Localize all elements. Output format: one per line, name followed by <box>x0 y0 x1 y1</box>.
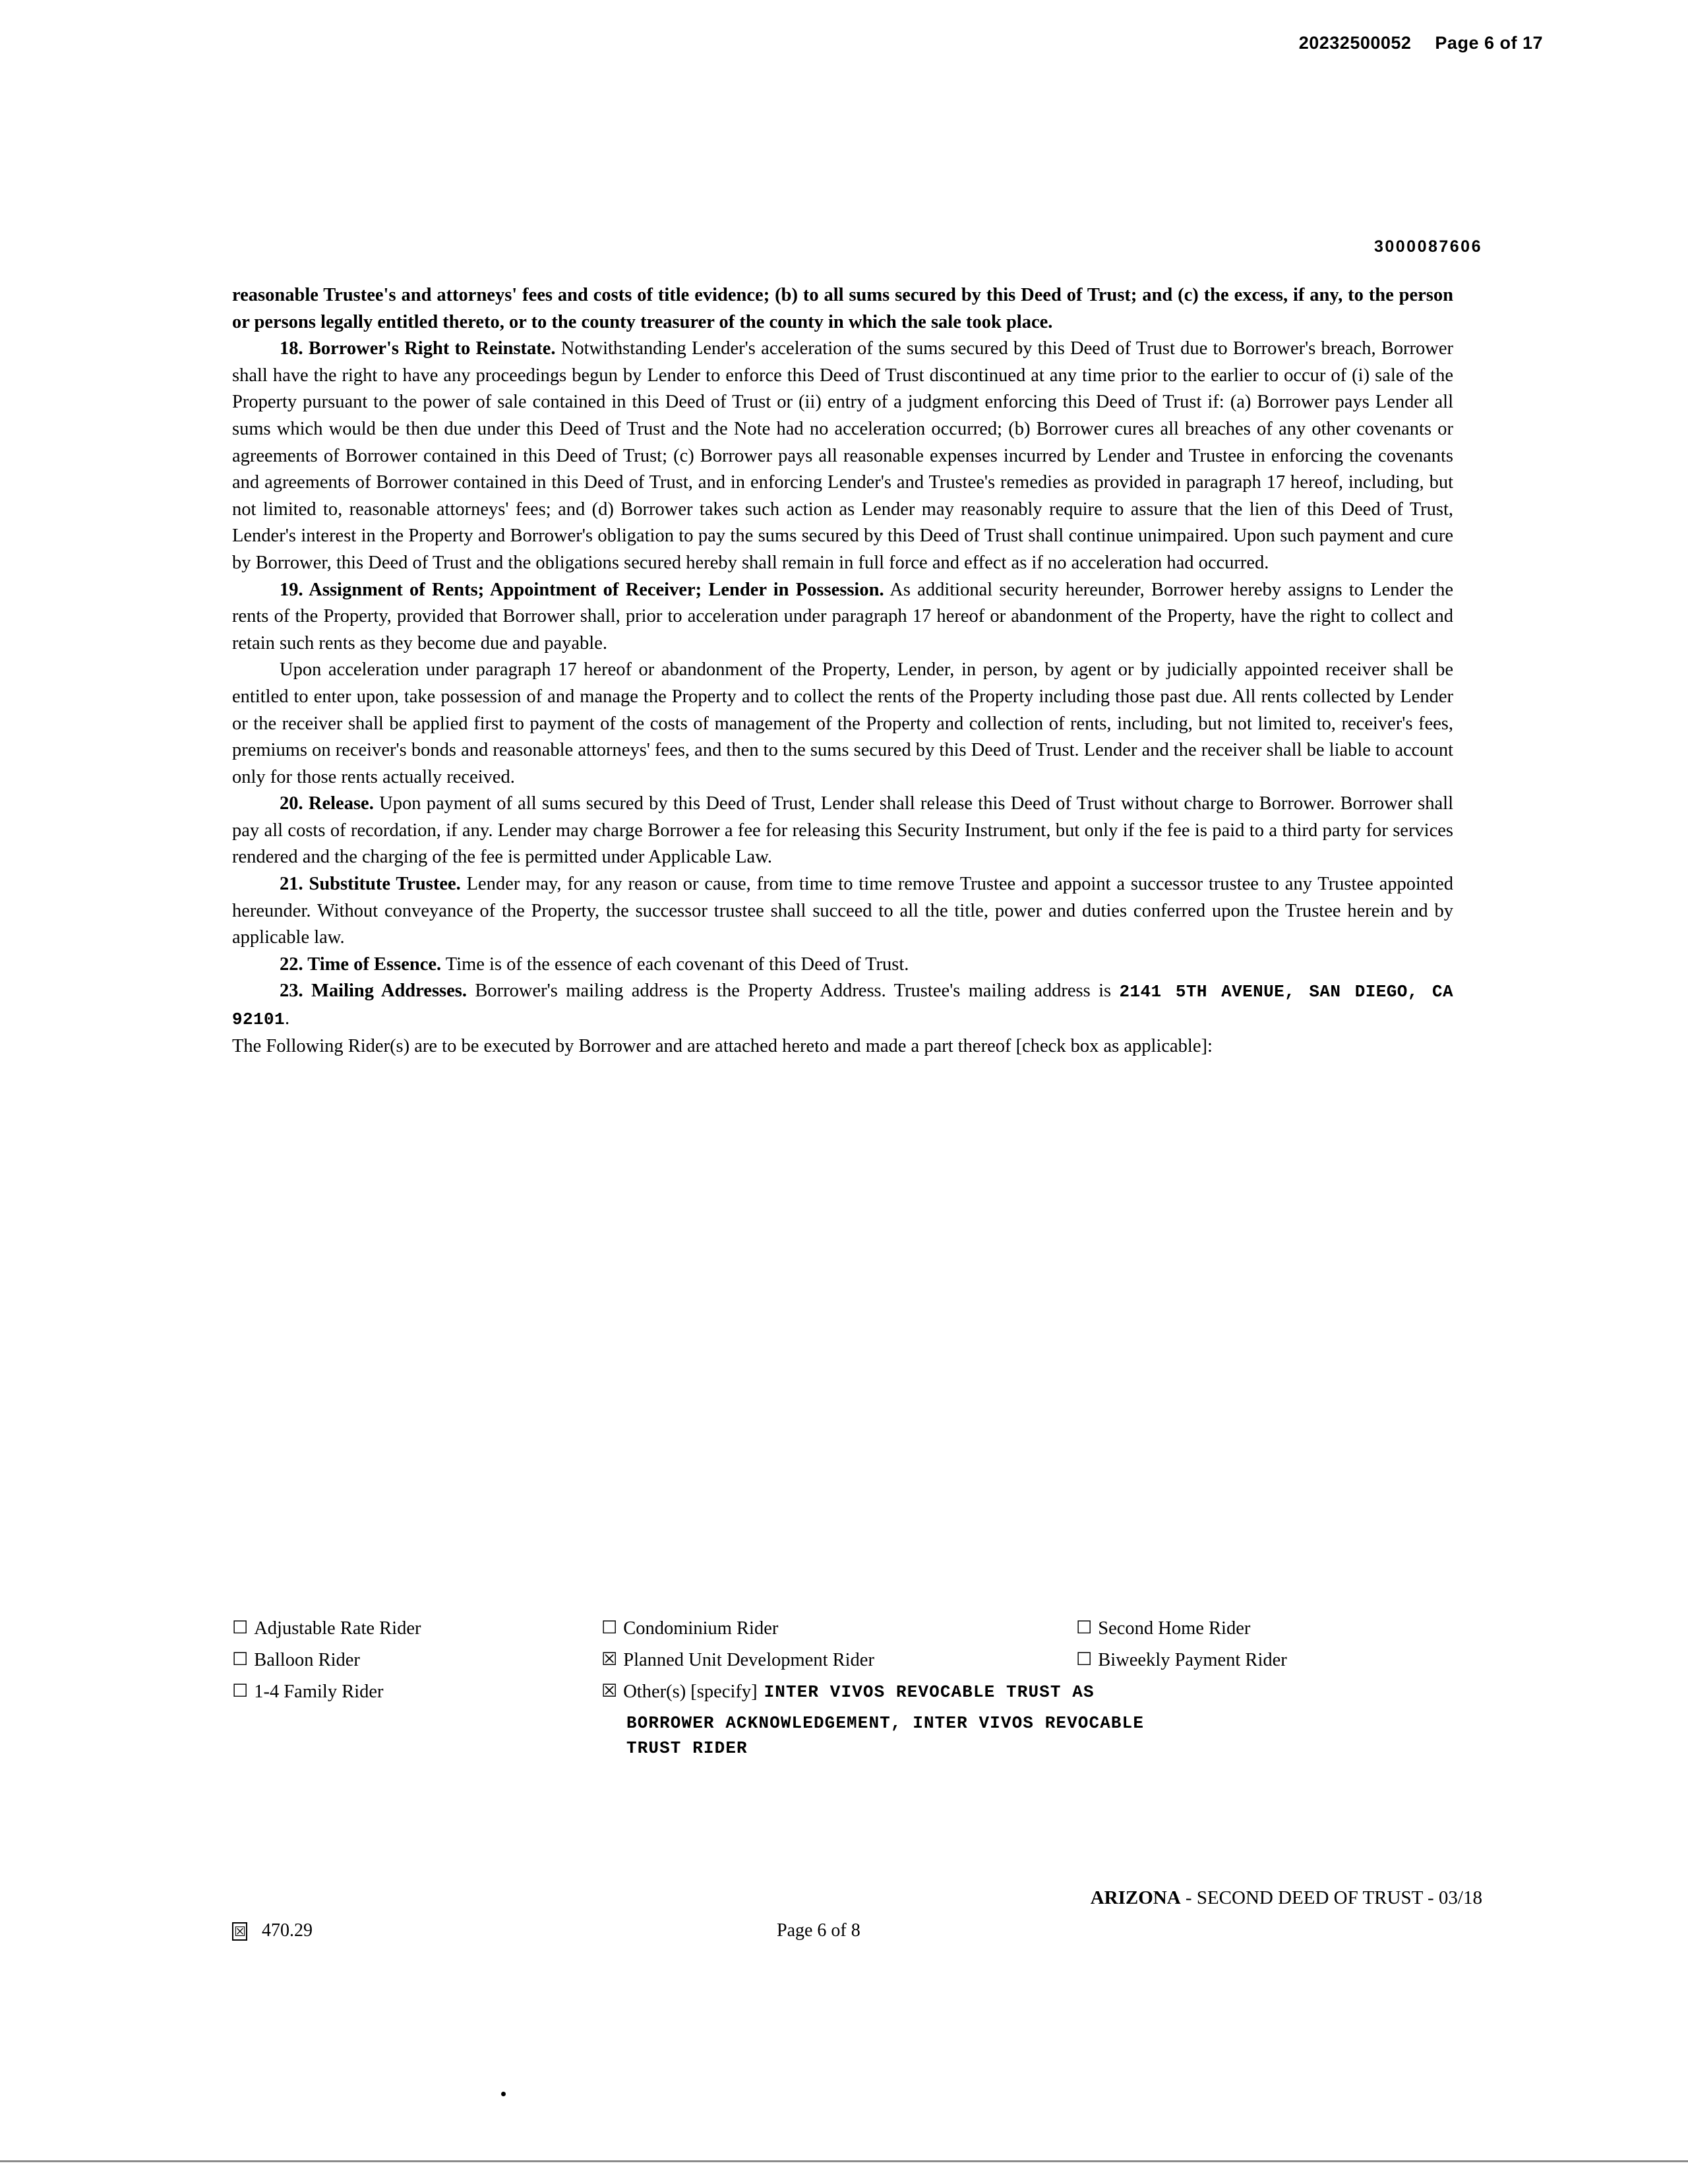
paragraph-18-body: Notwithstanding Lender's acceleration of the sums secured by this Deed of Trust due to Borrower's breach, Borrower shall have the right to have any proceedings begun by Lender to enforce this Deed of Trust discontinued at any time prior to the earlier to occur of (i) sale of the Property pursuant to the power of sale contained in this Deed of Trust or (ii) entry of a judgment enforcing this Deed of Trust if: (a) Borrower pays Lender all sums which would be then due under this Deed of Trust and the Note had no acceleration occurred; (b) Borrower cures all breaches of any other covenants or agreements of Borrower contained in this Deed of Trust; (c) Borrower pays all reasonable expenses incurred by Lender and Trustee in enforcing the covenants and agreements of Borrower contained in this Deed of Trust, and in enforcing Lender's and Trustee's remedies as provided in paragraph 17 hereof, including, but not limited to, reasonable attorneys' fees; and (d) Borrower takes such action as Lender may reasonably require to assure that the lien of this Deed of Trust, Lender's interest in the Property and Borrower's obligation to pay the sums secured by this Deed of Trust shall continue unimpaired. Upon such payment and cure by Borrower, this Deed of Trust and the obligations secured hereby shall remain in full force and effect as if no acceleration had occurred. <box>232 338 1453 573</box>
paragraph-23-body: Borrower's mailing address is the Property Address. Trustee's mailing address is <box>467 981 1120 1002</box>
rider-label: Other(s) [specify] <box>623 1682 758 1702</box>
riders-checklist <box>232 1616 1453 1761</box>
paragraph-23-end: . <box>285 1008 290 1029</box>
paragraph-continuation: reasonable Trustee's and attorneys' fees and costs of title evidence; (b) to all sums secured by this Deed of Trust; and (c) the excess, if any, to the person or persons legally entitled thereto, or to the county treasurer of the county in which the sale took place. <box>232 285 1453 332</box>
rider-balloon[interactable] <box>232 1647 601 1679</box>
checkbox-icon[interactable]: ☐ <box>1076 1618 1093 1638</box>
rider-label: Condominium Rider <box>623 1618 779 1639</box>
paragraph-19b: Upon acceleration under paragraph 17 hereof or abandonment of the Property, Lender, in person, by agent or by judicially appointed receiver shall be entitled to enter upon, take possession of and manage the Property and to collect the rents of the Property including those past due. All rents collected by Lender or the receiver shall be applied first to payment of the costs of management of the Property and collection of rents, including, but not limited to, receiver's fees, premiums on receiver's bonds and reasonable attorneys' fees, and then to the sums secured by this Deed of Trust. Lender and the receiver shall be liable to account only for those rents actually received. <box>232 659 1453 787</box>
rider-label: Biweekly Payment Rider <box>1098 1650 1287 1670</box>
rider-second-home[interactable] <box>1076 1616 1445 1647</box>
rider-adjustable-rate[interactable] <box>232 1616 601 1647</box>
paragraph-20 <box>232 791 1453 871</box>
rider-condominium[interactable] <box>601 1616 1076 1647</box>
riders-intro: The Following Rider(s) are to be executed by Borrower and are attached hereto and made a part thereof [check box as applicable]: <box>232 1035 1213 1056</box>
header-page-label: Page 6 of 17 <box>1435 33 1543 53</box>
paragraph-20-body: Upon payment of all sums secured by this Deed of Trust, Lender shall release this Deed of Trust without charge to Borrower. Borrower shall pay all costs of recordation, if any. Lender may charge Borrower a fee for releasing this Security Instrument, but only if the fee is paid to a third party for services rendered and the charging of the fee is permitted under Applicable Law. <box>232 793 1453 868</box>
loan-number: 3000087606 <box>1373 237 1482 256</box>
checkbox-icon[interactable]: ☐ <box>1076 1649 1093 1670</box>
rider-label: 1-4 Family Rider <box>254 1682 384 1702</box>
paragraph-19-body: As additional security hereunder, Borrower hereby assigns to Lender the rents of the Property, provided that Borrower shall, prior to acceleration under paragraph 17 hereof or abandonment of the Property, have the right to collect and retain such rents as they become due and payable. <box>232 579 1454 653</box>
checkbox-icon[interactable]: ☐ <box>232 1618 249 1638</box>
rider-biweekly-payment[interactable] <box>1076 1647 1445 1679</box>
checkbox-icon[interactable]: ☐ <box>232 1681 249 1701</box>
paragraph-22-body: Time is of the essence of each covenant of this Deed of Trust. <box>441 954 909 975</box>
checkbox-icon[interactable]: ☐ <box>601 1618 618 1638</box>
paragraph-21 <box>232 871 1453 952</box>
rider-other[interactable] <box>601 1679 1445 1711</box>
paragraph-19-heading: 19. Assignment of Rents; Appointment of Receiver; Lender in Possession. <box>280 579 884 600</box>
rider-planned-unit-development[interactable] <box>601 1647 1076 1679</box>
paragraph-22-heading: 22. Time of Essence. <box>280 954 442 975</box>
rider-label: Planned Unit Development Rider <box>623 1650 874 1670</box>
paragraph-20-heading: 20. Release. <box>280 793 374 814</box>
paragraph-21-heading: 21. Substitute Trustee. <box>280 874 461 895</box>
paragraph-23 <box>232 978 1453 1033</box>
form-glyph-icon: ☒ <box>232 1922 247 1941</box>
checkbox-checked-icon[interactable]: ☒ <box>601 1649 618 1670</box>
rider-label: Adjustable Rate Rider <box>254 1618 421 1639</box>
paragraph-18-heading: 18. Borrower's Right to Reinstate. <box>280 338 556 359</box>
rider-other-specify-line-2: BORROWER ACKNOWLEDGEMENT, INTER VIVOS REVOCABLE <box>626 1713 1145 1733</box>
footer-form-title <box>1091 1887 1482 1909</box>
recording-number: 20232500052 <box>1298 33 1412 53</box>
rider-label: Second Home Rider <box>1098 1618 1251 1639</box>
page-bottom-rule <box>0 2160 1688 2162</box>
page-header <box>1299 33 1543 53</box>
scan-artifact-dot <box>501 2092 506 2096</box>
form-code-value: 470.29 <box>261 1920 313 1941</box>
paragraph-18 <box>232 336 1453 576</box>
rider-other-specify-line-3: TRUST RIDER <box>626 1738 748 1758</box>
footer-state-name: ARIZONA <box>1090 1887 1181 1908</box>
rider-label: Balloon Rider <box>254 1650 360 1670</box>
rider-other-specify-line-1: INTER VIVOS REVOCABLE TRUST AS <box>764 1682 1095 1702</box>
checkbox-icon[interactable]: ☐ <box>232 1649 249 1670</box>
checkbox-checked-icon[interactable]: ☒ <box>601 1681 618 1701</box>
footer-page-number: Page 6 of 8 <box>777 1920 860 1941</box>
paragraph-23-heading: 23. Mailing Addresses. <box>280 981 467 1002</box>
document-body <box>232 282 1453 1060</box>
paragraph-19 <box>232 577 1453 657</box>
paragraph-21-body: Lender may, for any reason or cause, from time to time remove Trustee and appoint a successor trustee to any Trustee appointed hereunder. Without conveyance of the Property, the successor trustee shall succeed to all the title, power and duties conferred upon the Trustee herein and by applicable law. <box>232 874 1453 948</box>
footer-form-type: - SECOND DEED OF TRUST - 03/18 <box>1180 1887 1482 1908</box>
rider-1-4-family[interactable] <box>232 1679 601 1711</box>
trustee-mailing-address: 2141 5TH AVENUE, SAN DIEGO, CA 92101 <box>232 982 1454 1030</box>
paragraph-22 <box>232 952 1453 979</box>
footer-form-code <box>232 1920 313 1941</box>
